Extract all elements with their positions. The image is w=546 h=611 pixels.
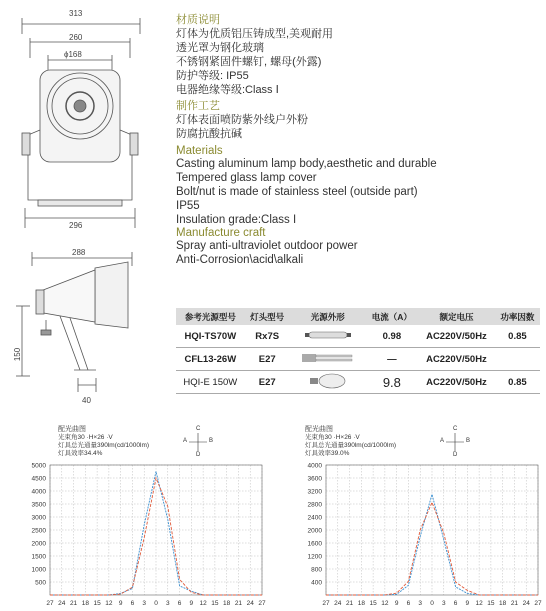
en-material-line: Bolt/nut is made of stainless steel (outside part)	[176, 186, 418, 198]
x-tick-label: 21	[234, 600, 243, 607]
cn-material-title: 材质说明	[176, 14, 220, 26]
en-material-line: Insulation grade:Class I	[176, 214, 297, 226]
cell-pf: 0.85	[495, 371, 540, 394]
x-tick-label: 12	[199, 600, 207, 607]
cell-base: Rx7S	[245, 325, 290, 348]
cell-current: 0.98	[366, 325, 418, 348]
cell-model: CFL13-26W	[176, 348, 245, 371]
cell-voltage: AC220V/50Hz	[418, 348, 495, 371]
dim-288: 288	[72, 248, 86, 257]
cell-base: E27	[245, 348, 290, 371]
chart1-header	[58, 426, 149, 458]
chart2-line2: 灯具总光通量390lm(cd/1000lm)	[305, 442, 397, 449]
x-tick-label: 15	[211, 600, 219, 607]
cell-pf: 0.85	[495, 325, 540, 348]
y-tick-label: 4000	[31, 488, 46, 496]
chart2-title: 配光曲图	[305, 426, 333, 433]
en-craft-line: Spray anti-ultraviolet outdoor power	[176, 240, 358, 252]
chart1-line2: 灯具总光通量390lm(cd/1000lm)	[58, 442, 150, 449]
table-row	[176, 371, 540, 394]
x-tick-label: 21	[345, 600, 354, 607]
x-tick-label: 27	[322, 600, 330, 607]
x-tick-label: 0	[154, 600, 158, 607]
x-tick-label: 6	[130, 600, 135, 607]
header-current: 电流（A）	[366, 308, 418, 325]
spec-text-block	[176, 11, 536, 267]
y-tick-label: 2000	[31, 540, 46, 548]
front-view-drawing	[0, 0, 170, 240]
cn-craft-line: 灯体表面喷防紫外线户外粉	[176, 114, 308, 126]
dim-260: 260	[69, 33, 83, 42]
x-tick-label: 18	[499, 600, 507, 607]
x-tick-label: 9	[118, 600, 123, 607]
x-tick-label: 18	[223, 600, 231, 607]
y-tick-label: 3200	[307, 488, 322, 496]
chart2-line3: 灯具效率39.0%	[305, 450, 350, 457]
table-row	[176, 325, 540, 348]
x-tick-label: 21	[69, 600, 78, 607]
x-tick-label: 6	[453, 600, 458, 607]
cell-voltage: AC220V/50Hz	[418, 371, 495, 394]
en-material-title: Materials	[176, 145, 223, 157]
x-tick-label: 24	[522, 600, 530, 607]
cell-model: HQI-E 150W	[176, 371, 245, 394]
cell-current: —	[366, 348, 418, 371]
x-tick-label: 18	[357, 600, 365, 607]
x-tick-label: 12	[381, 600, 389, 607]
cn-material-line: 电器绝缘等级:Class Ⅰ	[176, 84, 279, 96]
y-tick-label: 1600	[307, 540, 322, 548]
cell-pf	[495, 348, 540, 371]
chart2-line1: 光束角30 ·H×26 ·V	[305, 434, 360, 441]
dim-150: 150	[13, 347, 23, 362]
cn-material-line: 不锈钢紧固件螺钉, 螺母(外露)	[176, 56, 322, 68]
x-tick-label: 15	[369, 600, 377, 607]
y-tick-label: 3600	[307, 475, 322, 483]
header-shape: 光源外形	[290, 308, 366, 325]
x-tick-label: 12	[475, 600, 483, 607]
x-tick-label: 12	[105, 600, 113, 607]
cn-material-line: 透光罩为钢化玻璃	[176, 42, 264, 54]
dim-313: 313	[69, 9, 83, 18]
y-tick-label: 1200	[307, 553, 322, 561]
header-model: 参考光源型号	[176, 308, 245, 325]
chart1-line3: 灯具效率34.4%	[58, 450, 103, 457]
cn-craft-line: 防腐抗酸抗碱	[176, 128, 242, 140]
x-tick-label: 3	[418, 600, 423, 607]
y-tick-label: 4500	[31, 475, 46, 483]
x-tick-label: 24	[334, 600, 342, 607]
cell-current: 9.8	[366, 371, 418, 394]
en-material-line: IP55	[176, 200, 200, 212]
y-tick-label: 3000	[31, 514, 46, 522]
y-tick-label: 2400	[307, 514, 322, 522]
x-tick-label: 6	[177, 600, 182, 607]
lamp-shape-icon	[290, 325, 366, 348]
x-tick-label: 24	[58, 600, 66, 607]
x-tick-label: 24	[246, 600, 254, 607]
x-tick-label: 3	[441, 600, 446, 607]
x-tick-label: 3	[165, 600, 170, 607]
header-base: 灯头型号	[245, 308, 290, 325]
cn-material-line: 灯体为优质铝压铸成型,美观耐用	[176, 28, 334, 40]
light-distribution-chart-1	[0, 455, 270, 611]
x-tick-label: 3	[142, 600, 147, 607]
dim-40: 40	[82, 396, 91, 405]
lamp-spec-table	[176, 308, 540, 394]
lamp-shape-icon	[290, 371, 366, 394]
y-tick-label: 3500	[31, 501, 46, 509]
side-view-drawing	[0, 240, 170, 410]
x-tick-label: 15	[93, 600, 101, 607]
x-tick-label: 21	[510, 600, 519, 607]
header-voltage: 额定电压	[418, 308, 495, 325]
light-distribution-chart-2	[276, 455, 546, 611]
lamp-shape-icon	[290, 348, 366, 371]
x-tick-label: 6	[406, 600, 411, 607]
y-tick-label: 2800	[307, 501, 322, 509]
x-tick-label: 27	[534, 600, 542, 607]
header-pf: 功率因数	[495, 308, 540, 325]
y-tick-label: 1000	[31, 566, 46, 574]
cell-model: HQI-TS70W	[176, 325, 245, 348]
x-tick-label: 15	[487, 600, 495, 607]
chart2-compass-icon: C A B D	[440, 426, 471, 458]
chart1-compass-icon: C A B D	[183, 426, 214, 458]
x-tick-label: 9	[189, 600, 194, 607]
table-row	[176, 348, 540, 371]
dim-296: 296	[69, 221, 83, 230]
y-tick-label: 400	[311, 579, 322, 587]
table-header-row	[176, 308, 540, 325]
y-tick-label: 1500	[31, 553, 46, 561]
y-tick-label: 5000	[31, 462, 46, 470]
y-tick-label: 800	[311, 566, 322, 574]
y-tick-label: 4000	[307, 462, 322, 470]
cn-material-line: 防护等级: IP55	[176, 70, 249, 82]
cn-craft-title: 制作工艺	[176, 100, 220, 112]
en-material-line: Casting aluminum lamp body,aesthetic and durable	[176, 158, 437, 170]
cell-voltage: AC220V/50Hz	[418, 325, 495, 348]
y-tick-label: 2500	[31, 527, 46, 535]
x-tick-label: 27	[258, 600, 266, 607]
dim-diameter: ϕ168	[64, 50, 82, 59]
x-tick-label: 9	[394, 600, 399, 607]
en-craft-line: Anti-Corrosion\acid\alkali	[176, 254, 304, 266]
y-tick-label: 2000	[307, 527, 322, 535]
x-tick-label: 9	[465, 600, 470, 607]
x-tick-label: 18	[81, 600, 89, 607]
en-craft-title: Manufacture craft	[176, 227, 266, 239]
x-tick-label: 27	[46, 600, 54, 607]
chart2-header	[305, 426, 396, 458]
y-tick-label: 500	[35, 579, 46, 587]
chart1-line1: 光束角30 ·H×26 ·V	[58, 434, 113, 441]
x-tick-label: 0	[430, 600, 434, 607]
chart1-title: 配光曲图	[58, 426, 86, 433]
cell-base: E27	[245, 371, 290, 394]
en-material-line: Tempered glass lamp cover	[176, 172, 317, 184]
